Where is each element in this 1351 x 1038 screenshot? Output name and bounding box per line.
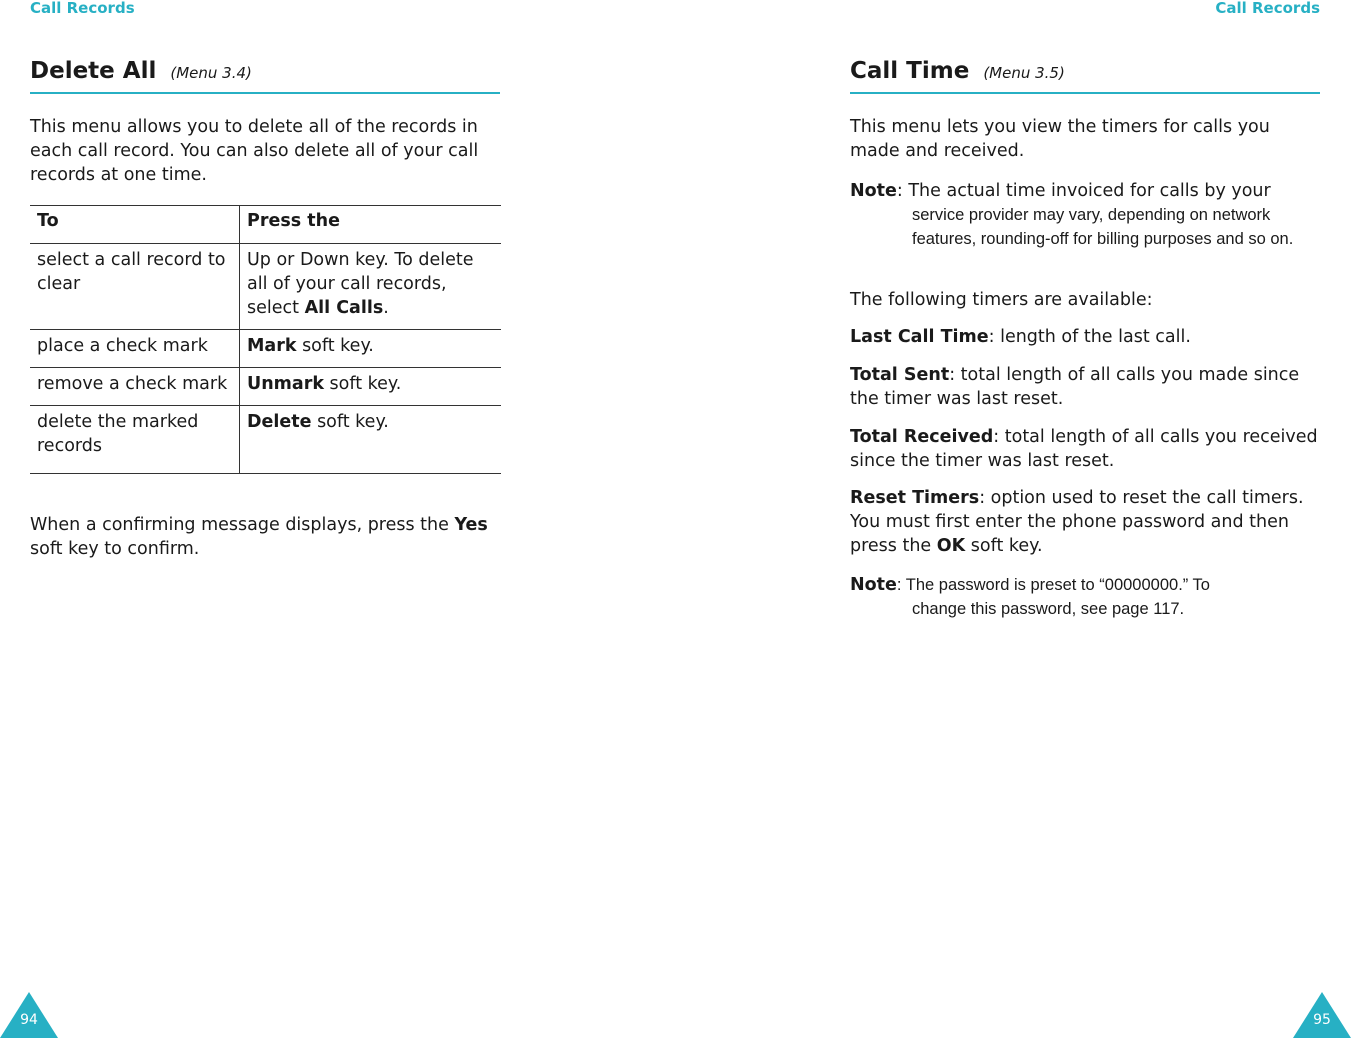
intro-paragraph: This menu lets you view the timers for calls you made and received. — [850, 117, 1270, 161]
timer-total-received — [850, 425, 1320, 473]
timer-reset-timers — [850, 486, 1320, 558]
table-cell-to: place a check mark — [30, 330, 240, 368]
table-cell-to: delete the marked records — [30, 406, 240, 474]
press-key: Unmark — [247, 374, 324, 394]
note-text: : The password is preset to “00000000.” To — [896, 576, 1210, 594]
table-row — [30, 406, 501, 474]
table-cell-to: remove a check mark — [30, 368, 240, 406]
page-number-left: 94 — [20, 1012, 38, 1028]
header-to: To — [30, 206, 240, 244]
ok-key: OK — [936, 536, 966, 556]
timer-name: Total Sent — [850, 365, 950, 385]
press-text: . — [383, 298, 389, 318]
note-label: Note — [850, 575, 897, 595]
key-table — [30, 205, 501, 474]
press-key: All Calls — [304, 298, 384, 318]
menu-reference: (Menu 3.4) — [170, 64, 252, 82]
timer-description: : option used to reset the call timers. You must first enter the phone password and then press the — [850, 488, 1304, 556]
section-title-call-time — [850, 58, 1320, 94]
table-cell-press — [240, 330, 502, 368]
timer-name: Last Call Time — [850, 327, 989, 347]
table-cell-press — [240, 406, 502, 474]
timer-description: soft key. — [965, 536, 1043, 556]
note-label: Note — [850, 181, 897, 201]
timer-last-call-time — [850, 325, 1320, 349]
page-number-right: 95 — [1313, 1012, 1331, 1028]
section-title-text: Call Time — [850, 58, 970, 84]
section-title-text: Delete All — [30, 58, 157, 84]
running-head-left: Call Records — [30, 0, 135, 17]
press-text: Up or Down key. To delete all of your call records, select — [247, 250, 474, 318]
timer-name: Total Received — [850, 427, 994, 447]
press-text: soft key. — [323, 374, 402, 394]
note-invoicing — [850, 179, 1320, 251]
confirm-paragraph — [30, 513, 500, 561]
note-text-continued: change this password, see page 117. — [912, 600, 1185, 618]
table-row — [30, 330, 501, 368]
timer-name: Reset Timers — [850, 488, 980, 508]
timer-description: : total length of all calls you received since the timer was last reset. — [850, 427, 1318, 471]
running-head-right: Call Records — [1215, 0, 1320, 17]
timers-intro: The following timers are available: — [850, 290, 1153, 310]
press-key: Mark — [247, 336, 297, 356]
yes-key: Yes — [454, 515, 488, 535]
note-text: : The actual time invoiced for calls by your — [896, 181, 1271, 201]
confirm-text: When a confirming message displays, press the — [30, 515, 455, 535]
table-header-row — [30, 206, 501, 244]
timer-total-sent — [850, 363, 1320, 411]
press-text: soft key. — [311, 412, 389, 432]
table-row — [30, 368, 501, 406]
header-press-the: Press the — [240, 206, 502, 244]
table-cell-press — [240, 368, 502, 406]
note-password — [850, 573, 1320, 621]
table-cell-press — [240, 244, 502, 330]
intro-paragraph: This menu allows you to delete all of the records in each call record. You can also delete all of your call records at one time. — [30, 117, 479, 185]
press-key: Delete — [247, 412, 312, 432]
timer-description: : total length of all calls you made since the timer was last reset. — [850, 365, 1300, 409]
note-text-continued: service provider may vary, depending on network features, rounding-off for billing purposes and so on. — [912, 206, 1294, 248]
table-cell-to: select a call record to clear — [30, 244, 240, 330]
confirm-text: soft key to confirm. — [30, 539, 200, 559]
page-number-badge-left — [0, 992, 58, 1038]
table-row — [30, 244, 501, 330]
timer-description: : length of the last call. — [988, 327, 1191, 347]
page-number-badge-right — [1293, 992, 1351, 1038]
menu-reference: (Menu 3.5) — [983, 64, 1065, 82]
section-title-delete-all — [30, 58, 500, 94]
press-text: soft key. — [296, 336, 374, 356]
